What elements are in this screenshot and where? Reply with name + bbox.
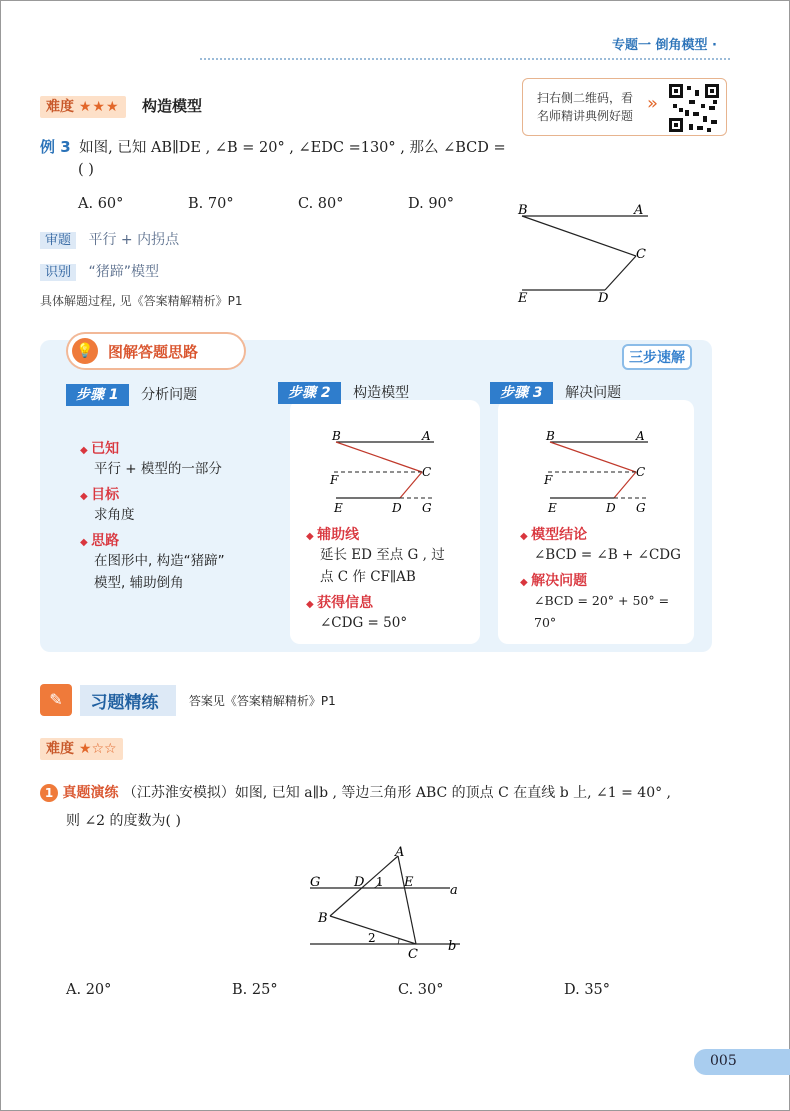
known-text: 平行 + 模型的一部分	[94, 461, 222, 477]
point-a: A	[634, 203, 644, 218]
pen-icon: ✎	[40, 684, 72, 716]
identify-row	[40, 261, 159, 281]
idea-text-2: 模型, 辅助倒角	[94, 575, 184, 591]
review-text: 平行 + 内拐点	[88, 232, 180, 248]
pt-e: E	[404, 875, 414, 890]
s3-point-d: D	[606, 501, 616, 515]
three-step-badge: 三步速解	[622, 344, 692, 370]
s3-point-b: B	[546, 429, 555, 443]
practice-question-1	[40, 782, 760, 802]
s2-point-f: F	[330, 473, 339, 487]
idea-label: ◆ 思路	[80, 530, 270, 550]
problem-type: 构造模型	[141, 97, 202, 115]
pt-g: G	[310, 875, 321, 890]
practice-difficulty	[40, 738, 123, 758]
line-b: b	[448, 939, 457, 954]
step-2-figure	[326, 426, 446, 516]
pt-b: B	[318, 911, 328, 926]
step-2-name: 构造模型	[353, 385, 410, 401]
aux-line-text-1: 延长 ED 至点 G , 过	[320, 547, 445, 563]
solution-title-pill	[68, 334, 244, 368]
header-divider	[200, 58, 730, 60]
practice-difficulty-tag: 难度 ★☆☆	[40, 738, 123, 760]
goal-label: ◆ 目标	[80, 484, 270, 504]
solution-reference: 具体解题过程, 见《答案精解精析》P1	[40, 294, 243, 308]
page-number: 005	[694, 1049, 790, 1075]
option-a[interactable]: A. 60°	[78, 196, 124, 212]
example-3-question	[40, 136, 510, 157]
s2-point-c: C	[422, 465, 432, 479]
pt-d: D	[354, 875, 365, 890]
model-conclusion-text: ∠BCD = ∠B + ∠CDG	[534, 547, 681, 563]
aux-line-text-2: 点 C 作 CF∥AB	[320, 569, 416, 585]
s2-point-e: E	[334, 501, 343, 515]
qr-code-icon[interactable]	[667, 82, 721, 134]
solution-title: 图解答题思路	[108, 343, 199, 361]
solve-text: ∠BCD = 20° + 50° = 70°	[534, 593, 670, 630]
step-3-name: 解决问题	[565, 385, 622, 401]
answer-paren: ( )	[78, 162, 94, 178]
options-row	[78, 196, 478, 212]
pt-c: C	[408, 947, 418, 962]
qr-text-1: 扫右侧二维码，看	[537, 91, 634, 105]
source-tag: 真题演练	[62, 785, 119, 801]
s2-point-d: D	[392, 501, 402, 515]
point-b: B	[518, 203, 528, 218]
review-row	[40, 229, 179, 249]
angle-2: 2	[368, 931, 376, 945]
s3-point-c: C	[636, 465, 646, 479]
practice-header	[40, 684, 336, 716]
step-2-content	[306, 524, 476, 634]
step-3-figure	[540, 426, 660, 516]
s3-point-f: F	[544, 473, 553, 487]
example-3-figure	[510, 200, 670, 310]
p-option-b[interactable]: B. 25°	[232, 982, 278, 998]
step-2-header	[278, 382, 409, 402]
practice-star-filled: ★	[78, 741, 92, 757]
step-2-badge: 步骤 2	[278, 382, 341, 404]
info-label: ◆ 获得信息	[306, 592, 476, 612]
practice-options	[66, 982, 746, 998]
stars: ★★★	[78, 99, 120, 115]
option-b[interactable]: B. 70°	[188, 196, 234, 212]
step-1-content	[80, 438, 270, 594]
step-3-header	[490, 382, 621, 402]
q1-line-2: 则 ∠2 的度数为( )	[66, 813, 181, 829]
option-c[interactable]: C. 80°	[298, 196, 344, 212]
pt-a: A	[395, 845, 405, 860]
point-d: D	[598, 291, 609, 306]
idea-text-1: 在图形中, 构造“猪蹄”	[94, 553, 225, 569]
running-header: 专题一 倒角模型 ·	[612, 38, 717, 53]
step-1-name: 分析问题	[141, 387, 198, 403]
double-chevron-icon: »	[647, 93, 659, 114]
known-label: ◆ 已知	[80, 438, 270, 458]
practice-title: 习题精练	[80, 685, 176, 716]
s3-point-g: G	[636, 501, 646, 515]
solve-label: ◆ 解决问题	[520, 570, 692, 590]
s3-point-e: E	[548, 501, 557, 515]
lightbulb-icon: 💡	[72, 338, 98, 364]
step-3-badge: 步骤 3	[490, 382, 553, 404]
p-option-d[interactable]: D. 35°	[564, 982, 611, 998]
review-chip: 审题	[40, 232, 76, 249]
s2-point-a: A	[422, 429, 431, 443]
qr-text-2: 名师精讲典例好题	[537, 109, 634, 123]
p-option-c[interactable]: C. 30°	[398, 982, 444, 998]
difficulty-row	[40, 95, 202, 116]
s3-point-a: A	[636, 429, 645, 443]
step-1-badge: 步骤 1	[66, 384, 129, 406]
step-1-header	[66, 384, 197, 404]
goal-text: 求角度	[94, 507, 135, 523]
step-3-content	[520, 524, 692, 634]
line-a: a	[450, 883, 458, 898]
angle-1: 1	[376, 875, 384, 889]
model-conclusion-label: ◆ 模型结论	[520, 524, 692, 544]
s2-point-g: G	[422, 501, 432, 515]
point-e: E	[518, 291, 528, 306]
practice-stars-empty: ☆☆	[91, 741, 117, 757]
point-c: C	[636, 247, 646, 262]
s2-point-b: B	[332, 429, 341, 443]
identify-text: “猪蹄”模型	[88, 264, 159, 280]
difficulty-tag: 难度 ★★★	[40, 96, 126, 118]
aux-line-label: ◆ 辅助线	[306, 524, 476, 544]
qr-callout	[522, 78, 727, 136]
q1-line-1: （江苏淮安模拟）如图, 已知 a∥b , 等边三角形 ABC 的顶点 C 在直线 b 上, ∠1 = 40° ,	[122, 785, 672, 801]
practice-figure	[300, 840, 470, 970]
info-text: ∠CDG = 50°	[320, 615, 408, 631]
question-number: 1	[40, 784, 58, 802]
practice-ref: 答案见《答案精解精析》P1	[188, 693, 336, 708]
identify-chip: 识别	[40, 264, 76, 281]
option-d[interactable]: D. 90°	[408, 196, 455, 212]
p-option-a[interactable]: A. 20°	[66, 982, 112, 998]
example-label: 例 3	[40, 138, 71, 156]
question-text: 如图, 已知 AB∥DE , ∠B = 20° , ∠EDC =130° , 那么 ∠BCD =	[79, 140, 506, 156]
